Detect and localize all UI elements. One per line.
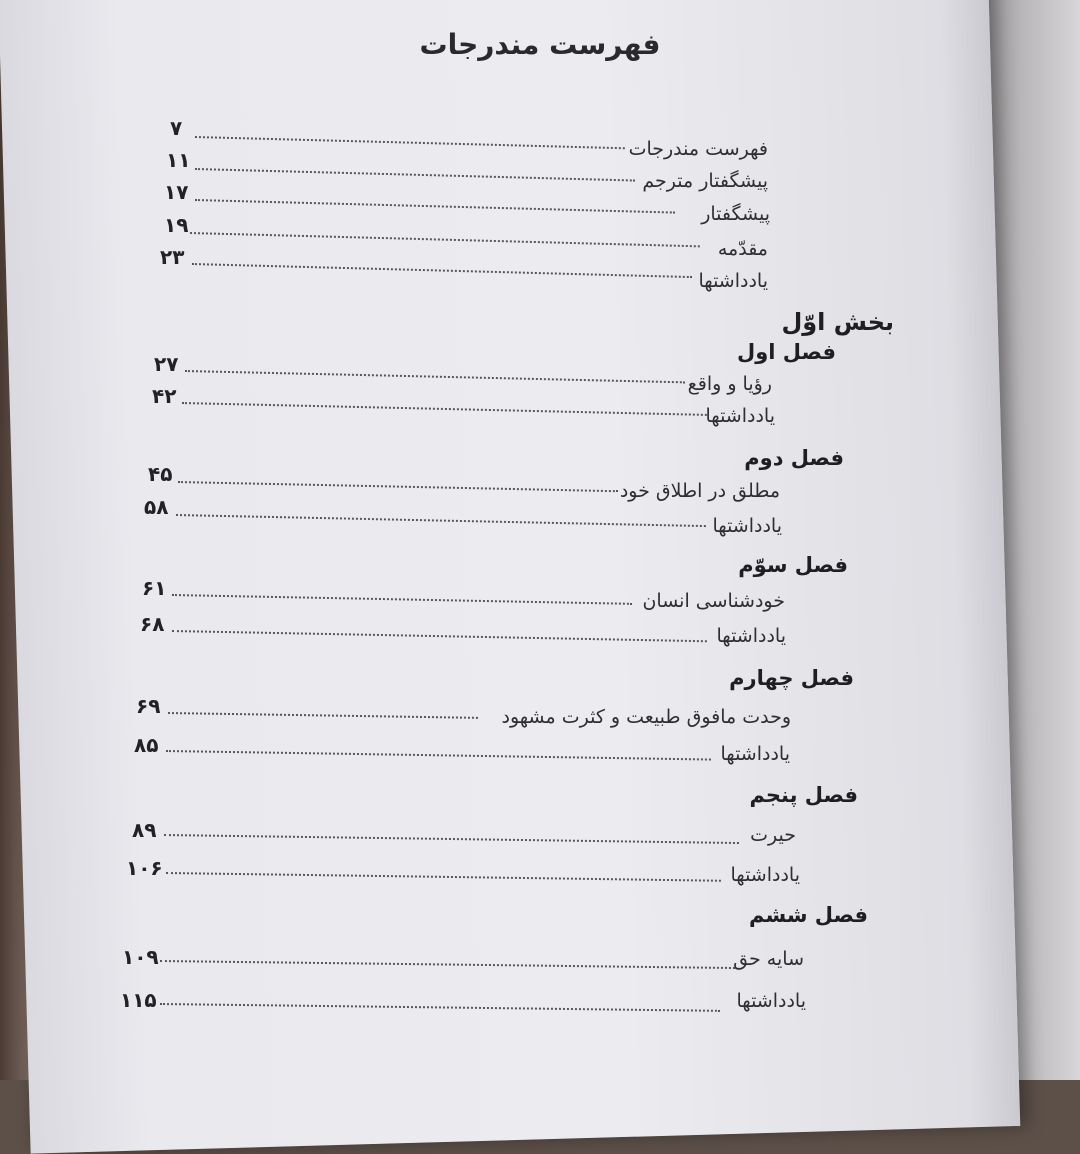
page-number: ۱۱۵: [120, 988, 157, 1012]
part-heading: بخش اوّل: [781, 308, 894, 336]
dot-leader: [172, 594, 632, 605]
page-title: فهرست مندرجات: [419, 28, 661, 61]
entry-label: فهرست مندرجات: [628, 138, 768, 160]
dot-leader: [166, 750, 711, 761]
page-number: ۴۲: [152, 384, 177, 408]
entry-label: سایه حق: [733, 948, 804, 970]
chapter-heading: فصل دوم: [744, 446, 844, 470]
entry-label: خودشناسی انسان: [642, 590, 785, 612]
dot-leader: [178, 481, 618, 492]
chapter-heading: فصل اول: [737, 340, 836, 364]
entry-label: یادداشتها: [720, 743, 790, 765]
chapter-heading: فصل پنجم: [749, 783, 858, 807]
entry-label: یادداشتها: [716, 625, 786, 647]
entry-label: یادداشتها: [698, 270, 768, 292]
page-number: ۸۹: [132, 818, 157, 842]
entry-label: وحدت مافوق طبیعت و کثرت مشهود: [501, 706, 791, 728]
entry-label: یادداشتها: [730, 864, 800, 886]
dot-leader: [166, 872, 721, 882]
dot-leader: [185, 370, 685, 383]
dot-leader: [168, 712, 478, 719]
page-number: ۶۱: [142, 576, 167, 600]
dot-leader: [172, 630, 707, 642]
page-number: ۵۸: [144, 495, 169, 519]
page-number: ۲۳: [160, 245, 185, 269]
dot-leader: [192, 263, 692, 278]
page-number: ۱۱: [166, 148, 191, 172]
page-number: ۶۸: [140, 612, 165, 636]
page-number: ۱۷: [164, 180, 189, 204]
page-number: ۱۹: [164, 213, 189, 237]
entry-label: رؤیا و واقع: [687, 373, 772, 395]
page-number: ۸۵: [134, 733, 159, 757]
page-number: ۴۵: [148, 462, 173, 486]
page-number: ۶۹: [136, 694, 161, 718]
entry-label: یادداشتها: [736, 990, 806, 1012]
dot-leader: [176, 514, 706, 527]
entry-label: پیشگفتار: [701, 203, 770, 225]
chapter-heading: فصل چهارم: [729, 666, 854, 690]
entry-label: پیشگفتار مترجم: [642, 170, 768, 192]
entry-label: حیرت: [750, 824, 796, 846]
entry-label: یادداشتها: [712, 515, 782, 537]
dot-leader: [160, 960, 735, 969]
page-number: ۷: [170, 116, 183, 140]
dot-leader: [182, 402, 707, 416]
dot-leader: [195, 168, 635, 182]
dot-leader: [195, 136, 625, 149]
page-number: ۲۷: [154, 352, 179, 376]
dot-leader: [164, 834, 739, 844]
chapter-heading: فصل ششم: [749, 903, 868, 927]
entry-label: مقدّمه: [717, 238, 768, 260]
dot-leader: [160, 1003, 720, 1012]
chapter-heading: فصل سوّم: [738, 553, 848, 577]
entry-label: مطلق در اطلاق خود: [619, 480, 780, 502]
dot-leader: [190, 232, 700, 247]
entry-label: یادداشتها: [705, 405, 775, 427]
page-number: ۱۰۶: [126, 856, 163, 880]
dot-leader: [195, 199, 675, 214]
page-number: ۱۰۹: [122, 945, 159, 969]
